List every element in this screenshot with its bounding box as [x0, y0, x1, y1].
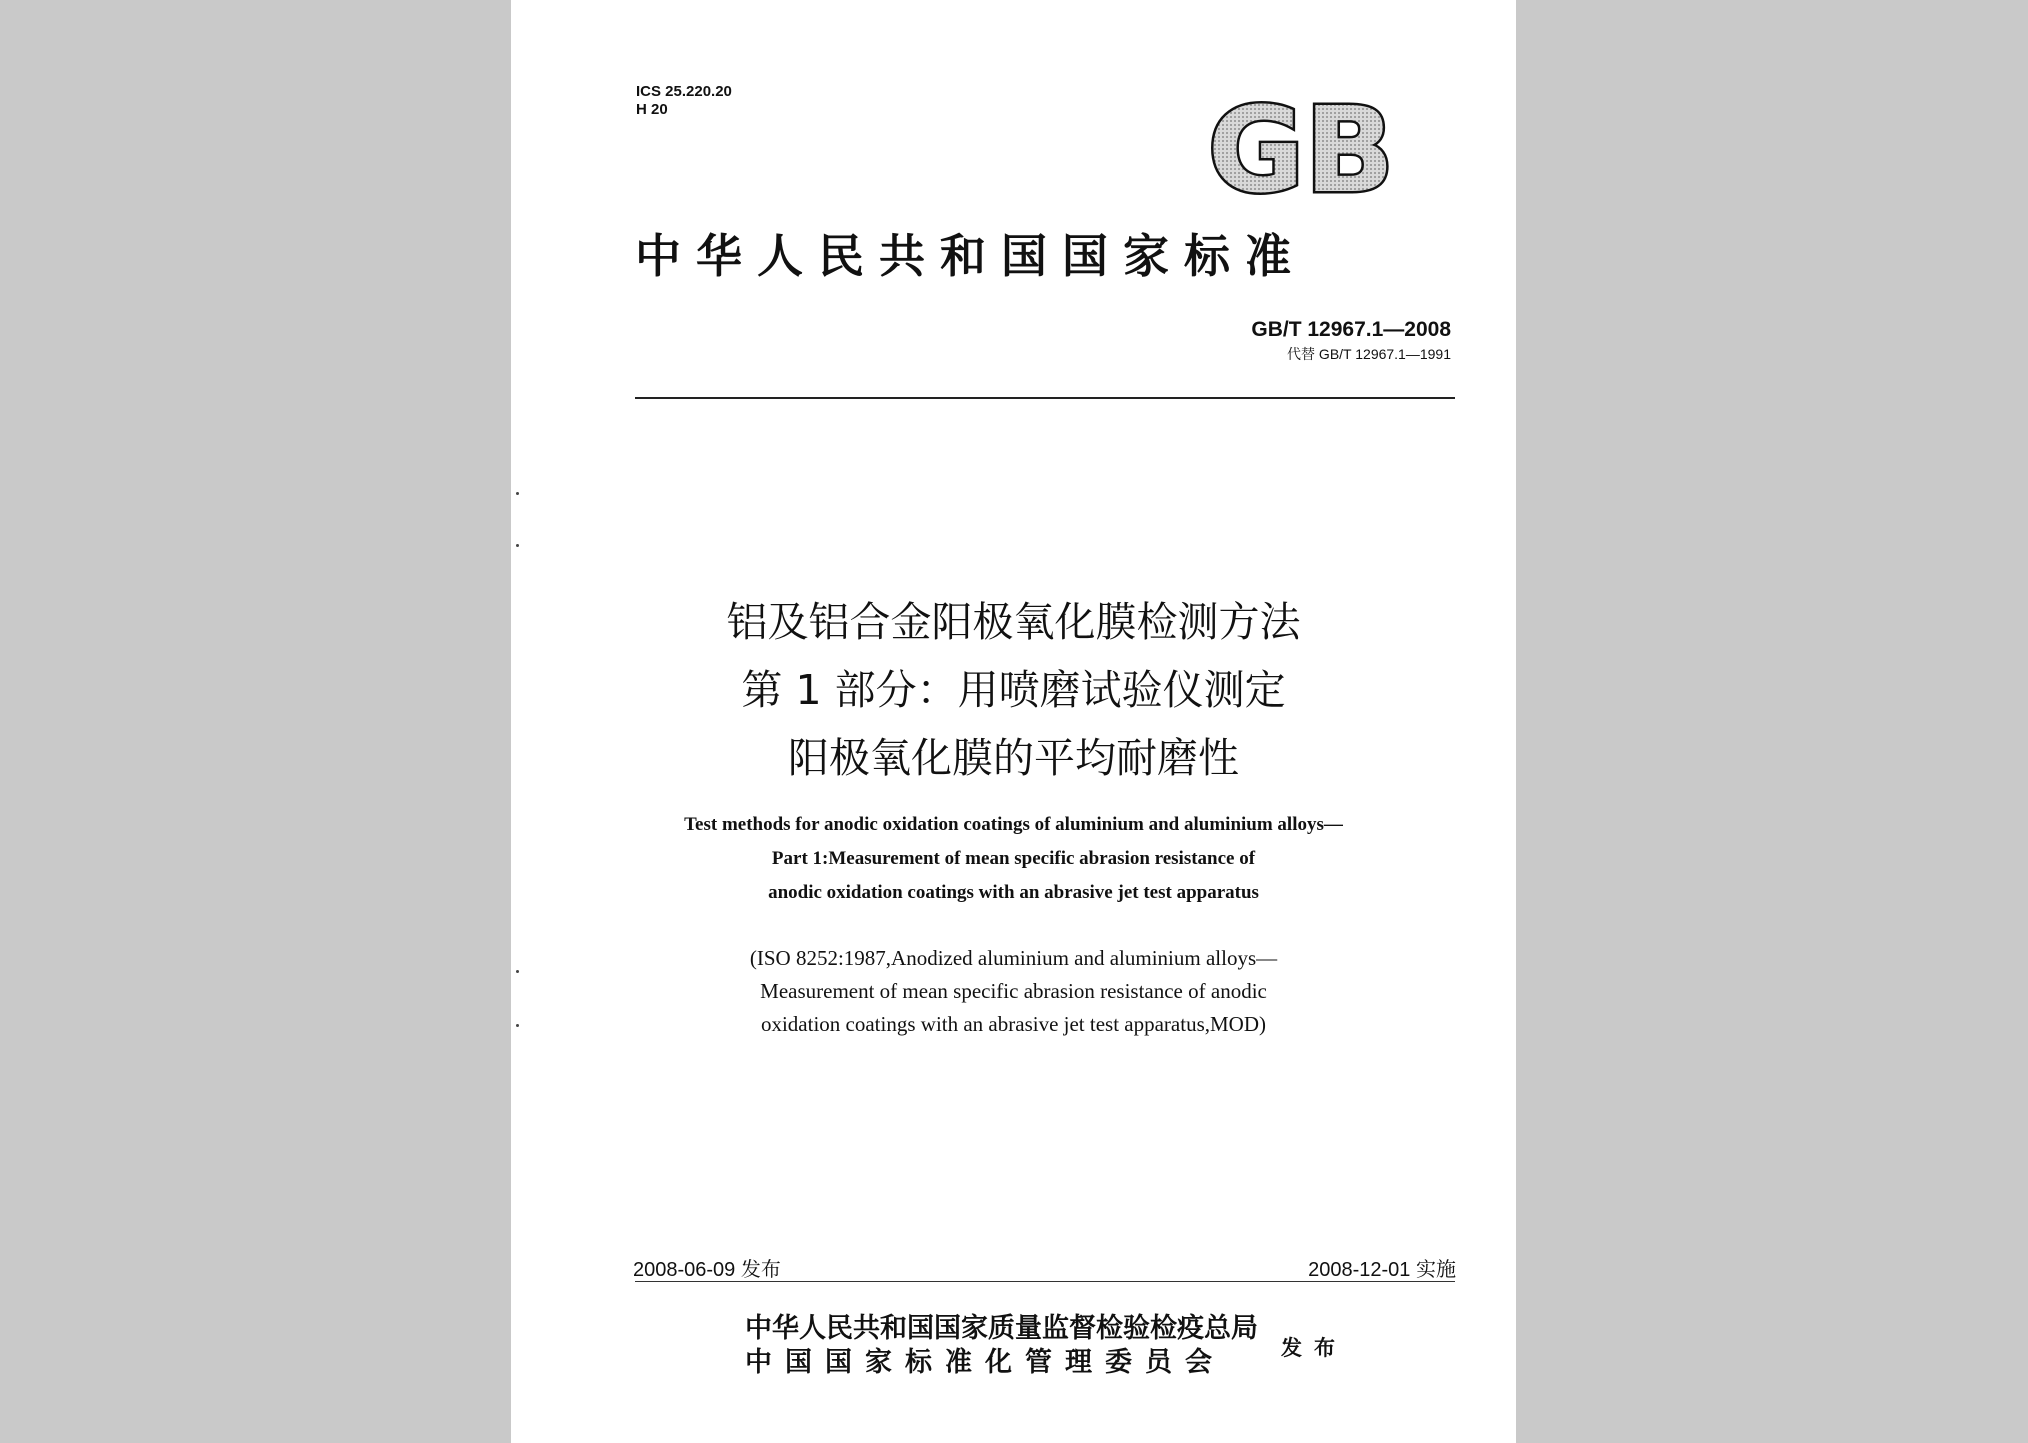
ics-code: ICS 25.220.20 — [636, 83, 732, 100]
chinese-title-line: 第 1 部分：用喷磨试验仪测定 — [741, 666, 1286, 714]
issuing-authority: 中国国家标准化管理委员会 — [745, 1347, 1225, 1378]
issuing-authority: 中华人民共和国国家质量监督检验检疫总局 — [745, 1313, 1258, 1344]
replaces-standard: 代替 GB/T 12967.1—1991 — [1287, 346, 1451, 362]
document-page — [511, 0, 1516, 1443]
iso-reference-line: Measurement of mean specific abrasion resistance of anodic — [760, 979, 1267, 1003]
chinese-title-line: 阳极氧化膜的平均耐磨性 — [788, 734, 1239, 782]
chinese-title — [511, 588, 1516, 792]
iso-reference — [511, 942, 1516, 1041]
class-code: H 20 — [636, 101, 668, 118]
classification-codes — [636, 83, 732, 119]
english-title-line: Part 1:Measurement of mean specific abrasion resistance of — [771, 848, 1256, 869]
iso-reference-line: oxidation coatings with an abrasive jet test apparatus,MOD) — [760, 1012, 1267, 1036]
standard-number-block — [1251, 318, 1451, 364]
publish-label: 发布 — [1281, 1336, 1347, 1360]
issue-date: 2008-06-09 发布 — [633, 1259, 781, 1281]
gb-logo-text: GB — [1207, 95, 1395, 205]
english-title — [511, 808, 1516, 910]
gb-logo-icon — [1201, 95, 1401, 205]
header-divider — [635, 397, 1455, 399]
iso-reference-line: (ISO 8252:1987,Anodized aluminium and aluminium alloys— — [749, 946, 1278, 970]
standard-number: GB/T 12967.1—2008 — [1251, 318, 1451, 341]
english-title-line: Test methods for anodic oxidation coatings of aluminium and aluminium alloys— — [684, 814, 1343, 835]
issuing-authorities — [745, 1312, 1258, 1380]
national-standard-title: 中华人民共和国国家标准 — [635, 229, 1306, 283]
english-title-line: anodic oxidation coatings with an abrasive jet test apparatus — [768, 882, 1259, 903]
chinese-title-line: 铝及铝合金阳极氧化膜检测方法 — [726, 598, 1301, 646]
margin-mark — [516, 544, 519, 547]
footer-divider — [635, 1281, 1455, 1282]
margin-mark — [516, 492, 519, 495]
implementation-date: 2008-12-01 实施 — [1308, 1259, 1456, 1281]
